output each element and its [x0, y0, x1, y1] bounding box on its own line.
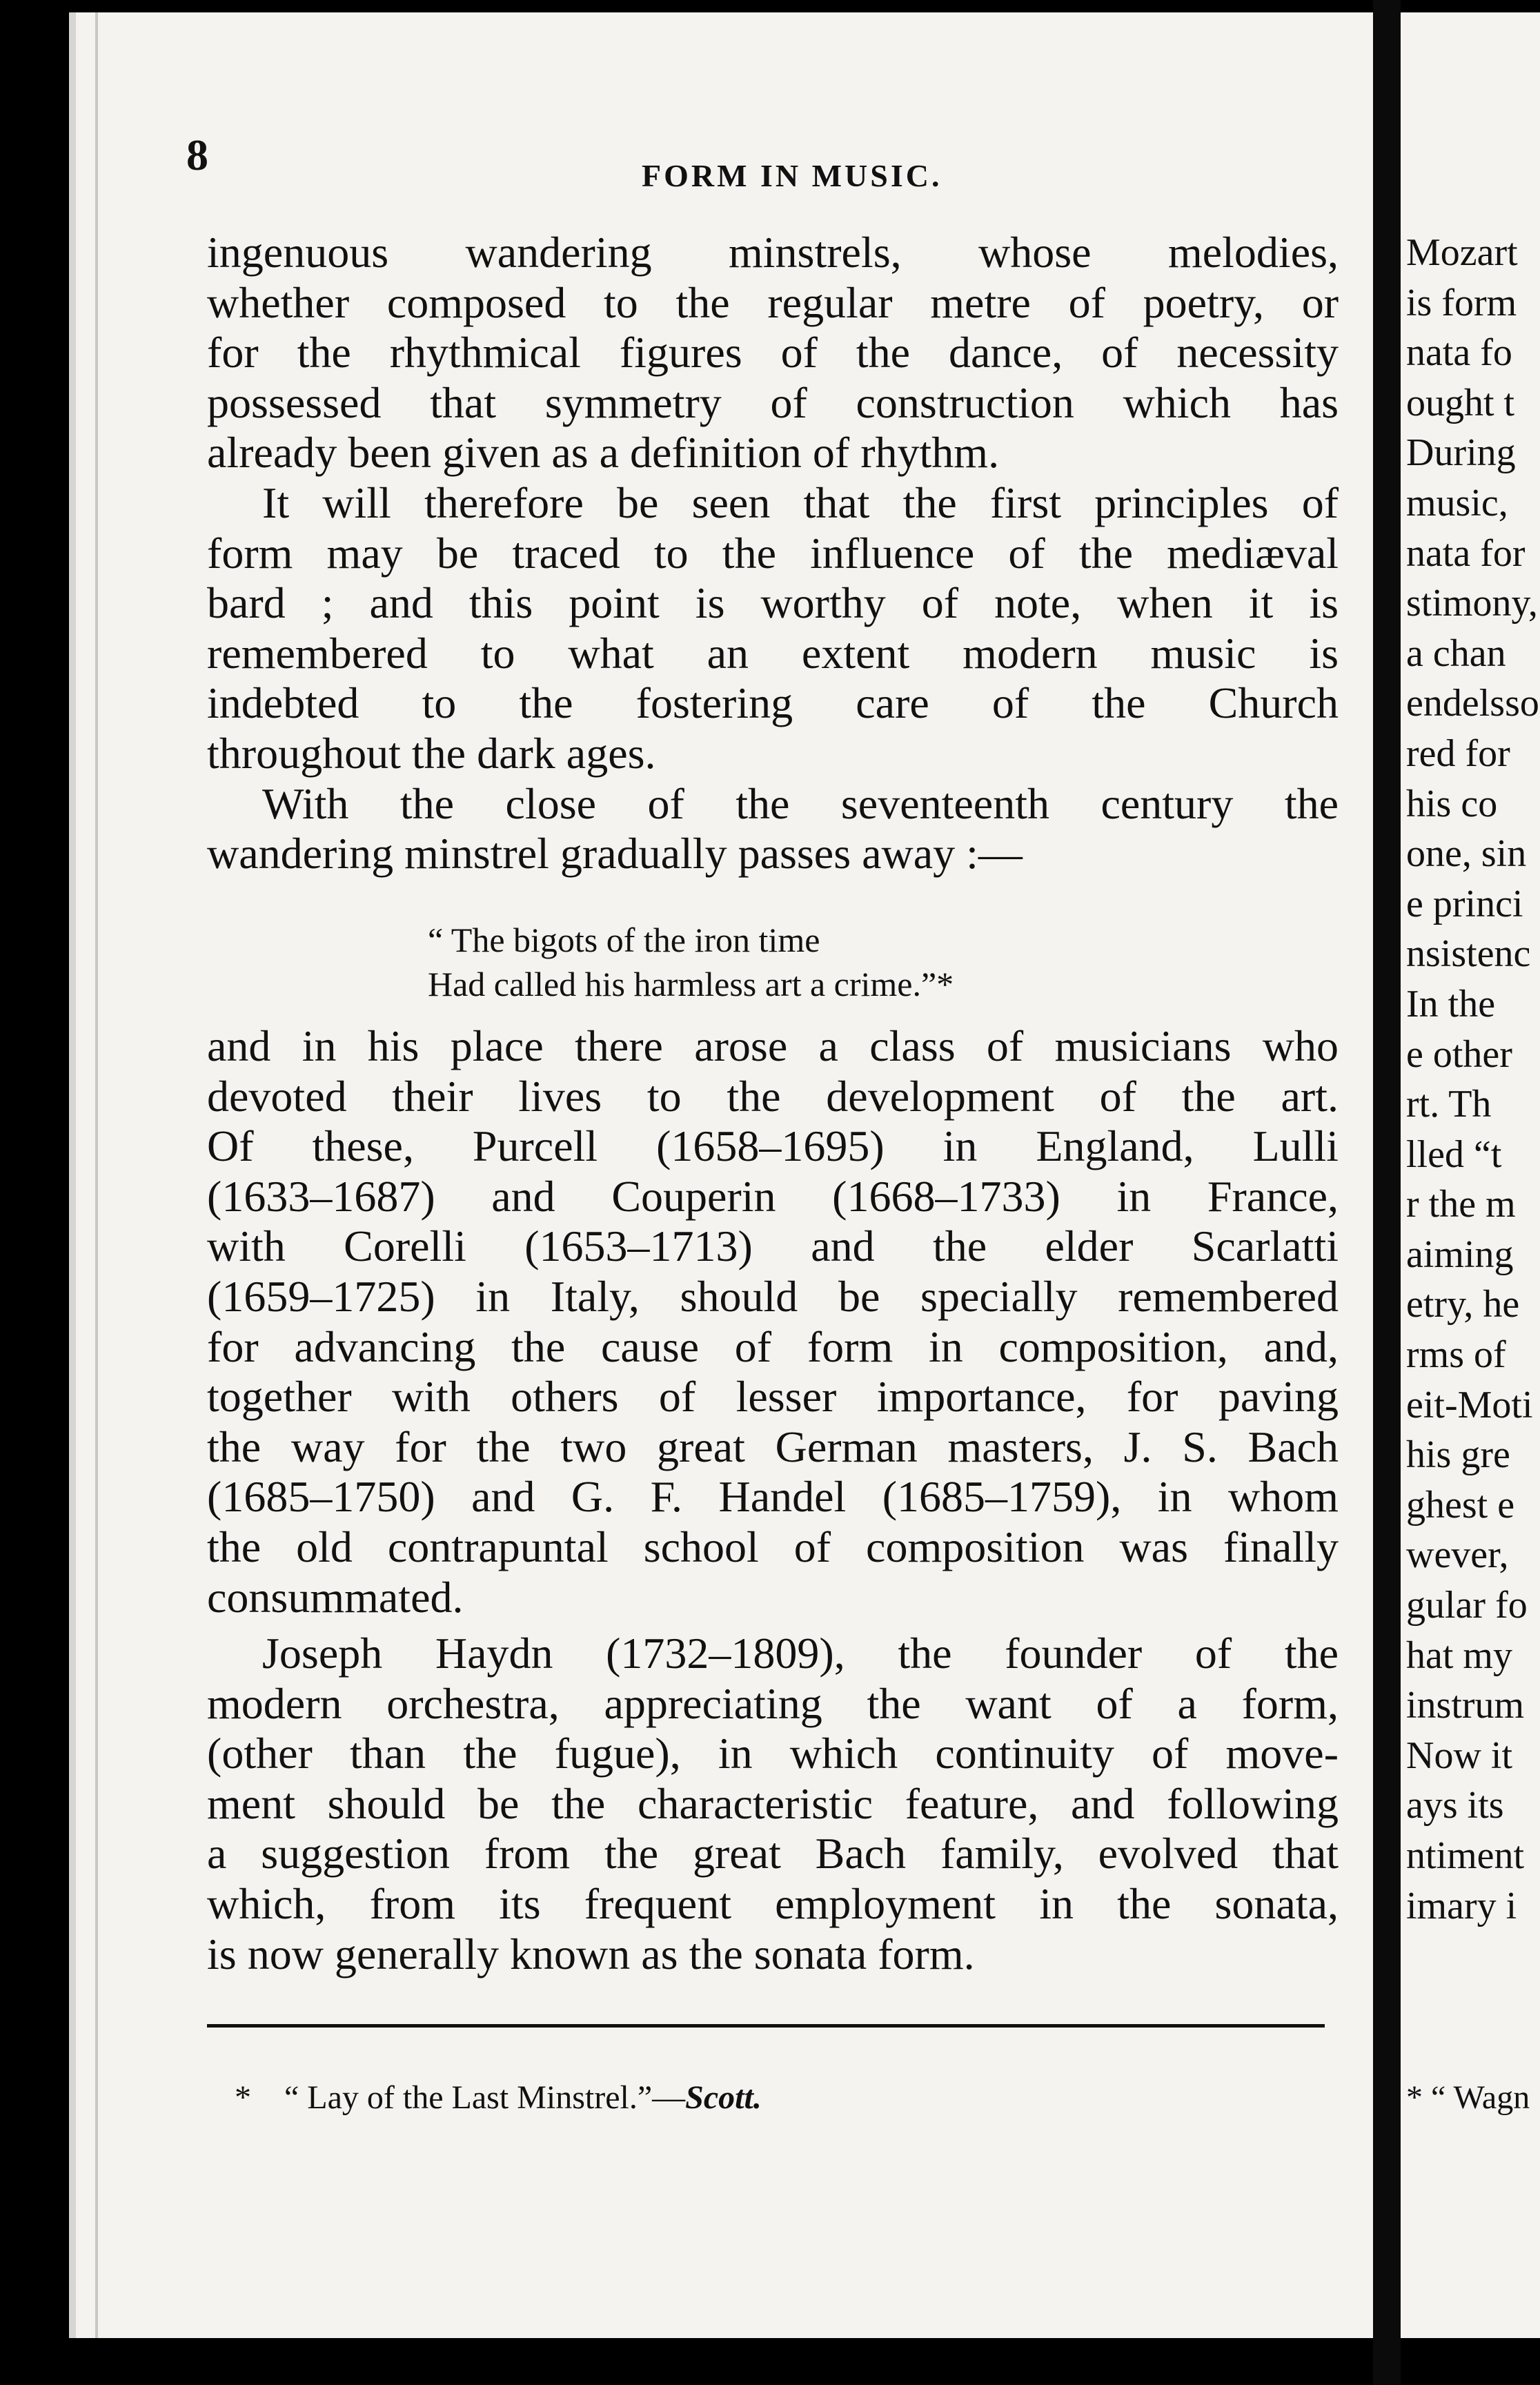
right-page-line: ays its [1406, 1784, 1504, 1827]
right-page-line: hat my [1406, 1633, 1512, 1677]
right-page-line: rt. Th [1406, 1083, 1492, 1126]
right-page-line: etry, he [1406, 1283, 1520, 1326]
right-page-line: red for [1406, 732, 1510, 775]
text-line: a suggestion from the great Bach family, evolved that [207, 1829, 1339, 1878]
right-page-line: gular fo [1406, 1584, 1528, 1627]
text-line: consummated. [207, 1572, 464, 1622]
text-line: which, from its frequent employment in the sonata, [207, 1878, 1339, 1928]
right-page-line: ghest e [1406, 1483, 1515, 1527]
quote-line: Had called his harmless art a crime.”* [428, 965, 954, 1003]
footnote-text: “ Lay of the Last Minstrel.”— [284, 2079, 686, 2116]
right-page-line: nata fo [1406, 331, 1512, 375]
verse-quotation [428, 918, 954, 1006]
right-page-line: his gre [1406, 1433, 1510, 1477]
right-page-line: one, sin [1406, 832, 1527, 876]
text-line: for the rhythmical figures of the dance, of necessity [207, 328, 1339, 377]
right-page-line: instrum [1406, 1684, 1525, 1727]
book-spine [1373, 0, 1401, 2385]
text-line: the old contrapuntal school of composition was finally [207, 1522, 1339, 1571]
right-page-line: r the m [1406, 1183, 1516, 1226]
footnote [235, 2079, 762, 2117]
text-line: (other than the fugue), in which continuity of move- [207, 1729, 1339, 1778]
right-page-line: endelsso [1406, 682, 1539, 725]
text-line: bard ; and this point is worthy of note, when it is [207, 578, 1339, 628]
right-page-line: ought t [1406, 381, 1515, 424]
text-line: is now generally known as the sonata form. [207, 1929, 975, 1979]
page-number: 8 [186, 130, 208, 179]
text-line: With the close of the seventeenth century the [262, 778, 1339, 828]
text-line: already been given as a definition of rhythm. [207, 428, 1000, 478]
footnote-rule [207, 2024, 1325, 2028]
right-page-line: music, [1406, 481, 1508, 524]
running-head: FORM IN MUSIC. [642, 158, 942, 193]
right-page-line: imary i [1406, 1884, 1517, 1927]
text-line: whether composed to the regular metre of poetry, or [207, 277, 1339, 327]
text-line: the way for the two great German masters, J. S. Bach [207, 1422, 1339, 1471]
text-line: with Corelli (1653–1713) and the elder Scarlatti [207, 1221, 1339, 1271]
text-line: form may be traced to the influence of the mediæval [207, 528, 1339, 578]
right-page-line: During [1406, 431, 1516, 475]
text-line: modern orchestra, appreciating the want of a form, [207, 1678, 1339, 1728]
right-page-line: his co [1406, 782, 1498, 825]
footnote-marker: * [235, 2079, 251, 2116]
right-page-line: lled “t [1406, 1132, 1502, 1176]
right-page-line: eit-Moti [1406, 1383, 1533, 1426]
right-page-line: Now it [1406, 1734, 1512, 1777]
text-line: ingenuous wandering minstrels, whose melodies, [207, 228, 1339, 277]
text-line: (1685–1750) and G. F. Handel (1685–1759), in whom [207, 1472, 1339, 1522]
text-line: remembered to what an extent modern music is [207, 628, 1339, 678]
text-line: possessed that symmetry of construction which has [207, 377, 1339, 427]
paragraph-block-bottom [207, 1629, 1339, 1979]
right-page-line: nsistenc [1406, 932, 1531, 976]
text-line: for advancing the cause of form in composition, and, [207, 1322, 1339, 1371]
right-page-line: is form [1406, 281, 1517, 324]
right-page-line: aiming [1406, 1233, 1514, 1276]
text-line: (1633–1687) and Couperin (1668–1733) in France, [207, 1171, 1339, 1221]
right-page-line: e other [1406, 1032, 1512, 1076]
text-line: together with others of lesser importance, for paving [207, 1372, 1339, 1422]
footnote-author: Scott. [685, 2079, 762, 2116]
text-line: indebted to the fostering care of the Church [207, 678, 1339, 728]
right-page-line: Mozart [1406, 231, 1518, 274]
text-line: and in his place there arose a class of musicians who [207, 1021, 1339, 1070]
text-line: devoted their lives to the development of the art. [207, 1071, 1339, 1121]
text-line: It will therefore be seen that the first principles of [262, 478, 1339, 527]
right-page-line: e princi [1406, 882, 1523, 925]
right-page-line: ntiment [1406, 1834, 1525, 1877]
right-page-text [1401, 228, 1540, 1931]
paragraph-block-middle [207, 1021, 1339, 1622]
text-line: (1659–1725) in Italy, should be specially remembered [207, 1271, 1339, 1321]
right-page-line: a chan [1406, 631, 1506, 675]
right-page-line: nata for [1406, 531, 1526, 575]
text-line: wandering minstrel gradually passes away :— [207, 829, 1023, 879]
right-page-line: stimony, [1406, 582, 1538, 625]
right-page-line: wever, [1406, 1533, 1509, 1577]
right-page-line: rms of [1406, 1333, 1506, 1377]
right-page-footnote: * “ Wagn [1406, 2079, 1530, 2116]
text-line: Joseph Haydn (1732–1809), the founder of the [262, 1629, 1339, 1678]
right-page-line: In the [1406, 982, 1496, 1025]
text-line: Of these, Purcell (1658–1695) in England, Lulli [207, 1121, 1339, 1171]
paragraph-block-top [207, 228, 1339, 879]
quote-line: “ The bigots of the iron time [428, 921, 820, 959]
text-line: throughout the dark ages. [207, 728, 656, 778]
text-line: ment should be the characteristic feature, and following [207, 1778, 1339, 1828]
